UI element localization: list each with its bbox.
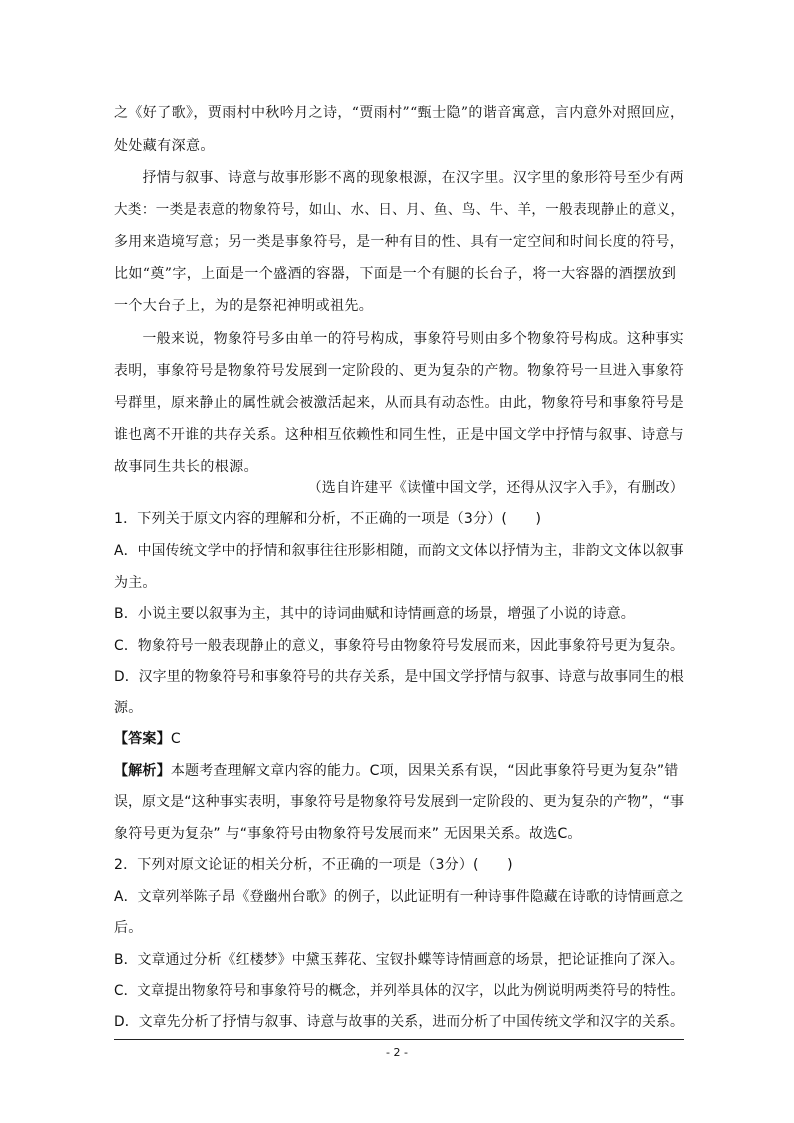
question-1-stem: 1．下列关于原文内容的理解和分析，不正确的一项是（3分）( ) [114, 511, 542, 527]
question-1-option-a-cont: 为主。 [114, 575, 157, 591]
analysis-label: 【解析】 [114, 763, 171, 779]
question-2-option-c: C．文章提出物象符号和事象符号的概念，并列举具体的汉字，以此为例说明两类符号的特性。 [114, 983, 685, 999]
question-1-answer [114, 729, 684, 749]
question-1-option-b: B．小说主要以叙事为主，其中的诗词曲赋和诗情画意的场景，增强了小说的诗意。 [114, 606, 636, 622]
footer-divider [114, 1039, 684, 1040]
answer-value: C [170, 731, 181, 747]
passage-line: 表明，事象符号是物象符号发展到一定阶段的、更为复杂的产物。物象符号一旦进入事象符 [114, 363, 685, 379]
passage-line: 故事同生共长的根源。 [114, 459, 258, 475]
question-1-analysis-cont: 象符号更为复杂” 与“事象符号由物象符号发展而来” 无因果关系。故选C。 [114, 826, 582, 842]
question-2-option-a: A．文章列举陈子昂《登幽州台歌》的例子，以此证明有一种诗事件隐藏在诗歌的诗情画意之 [114, 889, 684, 905]
question-1-option-a: A．中国传统文学中的抒情和叙事往往形影相随，而韵文文体以抒情为主，非韵文文体以叙事 [114, 543, 684, 559]
question-2-option-a-cont: 后。 [114, 920, 143, 936]
passage-line: 大类：一类是表意的物象符号，如山、水、日、月、鱼、鸟、牛、羊，一般表现静止的意义， [114, 202, 685, 218]
page-number: - 2 - [386, 1046, 408, 1059]
passage-line: 之《好了歌》，贾雨村中秋吟月之诗，“贾雨村”“甄士隐”的谐音寓意，言内意外对照回应， [114, 105, 685, 121]
passage-line: 号群里，原来静止的属性就会被激活起来，从而具有动态性。由此，物象符号和事象符号是 [114, 395, 685, 411]
question-1-analysis [114, 761, 684, 781]
question-1-option-d: D．汉字里的物象符号和事象符号的共存关系，是中国文学抒情与叙事、诗意与故事同生的根 [114, 669, 685, 685]
question-2-option-d: D．文章先分析了抒情与叙事、诗意与故事的关系，进而分析了中国传统文学和汉字的关系。 [114, 1014, 685, 1030]
passage-line: 一般来说，物象符号多由单一的符号构成，事象符号则由多个物象符号构成。这种事实 [114, 331, 685, 347]
passage-line: 一个大台子上，为的是祭祀神明或祖先。 [114, 298, 374, 314]
passage-line: 抒情与叙事、诗意与故事形影不离的现象根源，在汉字里。汉字里的象形符号至少有两 [114, 170, 685, 186]
question-1-option-d-cont: 源。 [114, 700, 143, 716]
analysis-text: 本题考查理解文章内容的能力。C项，因果关系有误，“因此事象符号更为复杂”错 [170, 763, 679, 779]
passage-line: 比如“奠”字，上面是一个盛酒的容器，下面是一个有腿的长台子，将一大容器的酒摆放到 [114, 266, 677, 282]
question-2-stem: 2．下列对原文论证的相关分析，不正确的一项是（3分）( ) [114, 857, 513, 873]
question-1-option-c: C．物象符号一般表现静止的意义，事象符号由物象符号发展而来，因此事象符号更为复杂。 [114, 638, 685, 654]
passage-line: 多用来造境写意；另一类是事象符号，是一种有目的性、具有一定空间和时间长度的符号， [114, 234, 685, 250]
passage-line: 谁也离不开谁的共存关系。这种相互依赖性和同生性，正是中国文学中抒情与叙事、诗意与 [114, 427, 685, 443]
question-1-analysis-cont: 误，原文是“这种事实表明，事象符号是物象符号发展到一定阶段的、更为复杂的产物”，“事 [114, 794, 685, 810]
answer-label: 【答案】 [114, 731, 171, 747]
passage-line: 处处藏有深意。 [114, 138, 215, 154]
question-2-option-b: B．文章通过分析《红楼梦》中黛玉葬花、宝钗扑蝶等诗情画意的场景，把论证推向了深入。 [114, 952, 684, 968]
source-citation: （选自许建平《读懂中国文学，还得从汉字入手》，有删改） [307, 480, 684, 496]
